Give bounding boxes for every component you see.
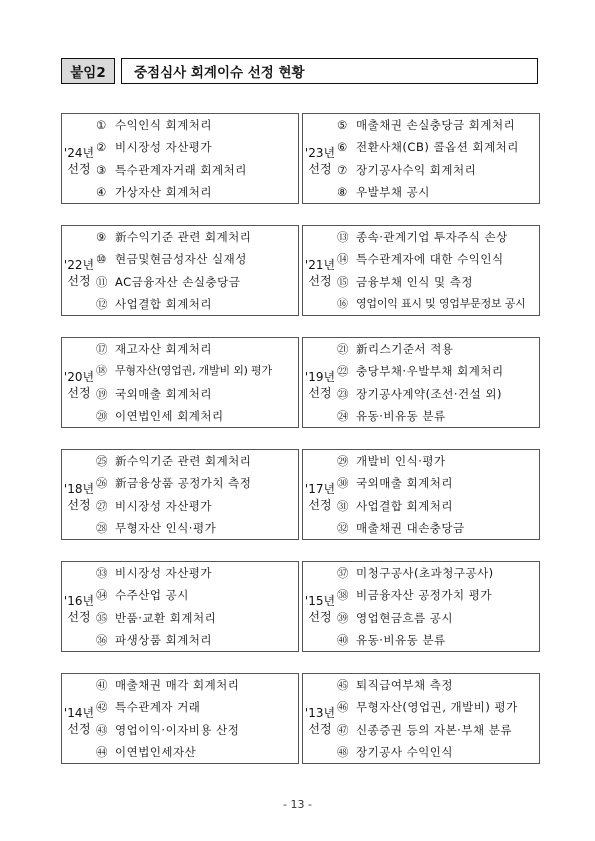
item-text: 우발부채 공시	[356, 185, 430, 199]
item-text: 매출채권 매각 회계처리	[115, 677, 240, 692]
list-item	[96, 360, 298, 383]
attachment-badge: 붙임2	[61, 58, 115, 84]
list-item	[96, 607, 298, 630]
year-label	[303, 141, 337, 177]
list-item	[337, 271, 539, 294]
year-text: '15년	[304, 593, 336, 608]
item-number: ⑬	[337, 229, 349, 244]
item-text: 비시장성 자산평가	[115, 565, 213, 580]
item-number: ㊻	[337, 700, 349, 714]
item-number: ㉔	[337, 409, 349, 423]
year-text: '23년	[304, 145, 336, 160]
item-number: ⑪	[96, 274, 108, 289]
item-text: 비시장성 자산평가	[115, 498, 213, 513]
list-item	[337, 405, 539, 428]
issue-list	[96, 450, 298, 540]
year-text: '21년	[304, 257, 336, 272]
item-number: ㊱	[96, 633, 108, 647]
issue-list	[337, 338, 539, 428]
item-number: ③	[96, 162, 107, 177]
item-number: ㉕	[96, 453, 108, 468]
year-text: '18년	[63, 481, 95, 496]
item-number: ㉛	[337, 498, 349, 513]
list-item	[96, 136, 298, 159]
list-item	[337, 114, 539, 137]
list-item	[96, 293, 298, 316]
list-item	[337, 226, 539, 249]
item-text: 영업현금흐름 공시	[356, 610, 454, 625]
item-number: ㉚	[337, 476, 349, 490]
issue-list	[337, 226, 539, 316]
item-number: ㊴	[337, 610, 349, 625]
list-item	[337, 450, 539, 473]
year-label	[303, 365, 337, 401]
year-label	[303, 589, 337, 625]
item-number: ㉗	[96, 498, 108, 513]
year-text: '14년	[63, 705, 95, 720]
item-text: 장기공사수익 회계처리	[356, 162, 477, 177]
item-number: ⑧	[337, 185, 348, 199]
list-item	[337, 495, 539, 518]
item-text: 개발비 인식·평가	[356, 453, 446, 468]
item-text: 新수익기준 관련 회계처리	[115, 453, 252, 468]
selection-text: 선정	[308, 161, 332, 176]
issue-list	[337, 450, 539, 540]
item-text: 무형자산(영업권, 개발비 외) 평가	[115, 364, 272, 377]
item-number: ⑯	[337, 297, 348, 310]
issue-row	[61, 337, 541, 428]
issue-list	[96, 562, 298, 652]
year-label	[62, 365, 96, 401]
item-text: 매출채권 손실충당금 회계처리	[356, 117, 516, 132]
list-item	[96, 114, 298, 137]
issue-list	[337, 562, 539, 652]
list-item	[337, 741, 539, 764]
year-label	[62, 141, 96, 177]
item-text: 신종증권 등의 자본·부채 분류	[356, 722, 512, 737]
selection-text: 선정	[67, 385, 91, 400]
year-text: '19년	[304, 369, 336, 384]
item-text: 매출채권 대손충당금	[356, 521, 465, 535]
item-text: 재고자산 회계처리	[115, 341, 213, 356]
item-number: ㊺	[337, 677, 349, 692]
issue-list	[337, 674, 539, 764]
item-text: 반품·교환 회계처리	[115, 610, 217, 625]
item-text: 금융부채 인식 및 측정	[356, 274, 473, 289]
item-text: 新리스기준서 적용	[356, 341, 454, 356]
item-number: ㉞	[96, 588, 108, 602]
list-item	[96, 450, 298, 473]
list-item	[96, 584, 298, 607]
item-text: 퇴직급여부채 측정	[356, 677, 454, 692]
list-item	[337, 562, 539, 585]
item-text: 파생상품 회계처리	[115, 633, 213, 647]
year-label	[62, 477, 96, 513]
year-text: '13년	[304, 705, 336, 720]
list-item	[96, 674, 298, 697]
item-number: ㉙	[337, 453, 349, 468]
item-text: 영업이익·이자비용 산정	[115, 722, 240, 737]
item-number: ⑨	[96, 229, 107, 244]
selection-text: 선정	[67, 161, 91, 176]
list-item	[96, 472, 298, 495]
item-text: 사업결합 회계처리	[115, 297, 213, 311]
list-item	[337, 719, 539, 742]
item-text: 특수관계자 거래	[115, 700, 201, 714]
item-number: ①	[96, 117, 107, 132]
list-item	[96, 181, 298, 204]
item-number: ㊳	[337, 588, 349, 602]
item-number: ⑲	[96, 386, 108, 401]
item-number: ⑥	[337, 140, 348, 154]
item-number: ㊹	[96, 745, 108, 759]
list-item	[337, 181, 539, 204]
item-text: 가상자산 회계처리	[115, 185, 213, 199]
list-item	[96, 248, 298, 271]
item-number: ②	[96, 140, 107, 154]
list-item	[337, 517, 539, 540]
item-text: 수주산업 공시	[115, 588, 189, 602]
issue-list	[96, 338, 298, 428]
year-text: '17년	[304, 481, 336, 496]
item-text: 특수관계자에 대한 수익인식	[356, 252, 504, 266]
list-item	[337, 159, 539, 182]
year-label	[303, 701, 337, 737]
item-text: 종속·관계기업 투자주식 손상	[356, 229, 508, 244]
list-item	[96, 271, 298, 294]
list-item	[337, 248, 539, 271]
item-text: 비시장성 자산평가	[115, 140, 213, 154]
item-number: ㉓	[337, 386, 349, 401]
issue-list	[337, 114, 539, 204]
item-text: 영업이익 표시 및 영업부문정보 공시	[356, 297, 526, 310]
item-number: ④	[96, 185, 107, 199]
list-item	[337, 607, 539, 630]
item-number: ㉖	[96, 476, 108, 490]
list-item	[337, 136, 539, 159]
item-number: ⑱	[96, 364, 107, 377]
page-number: - 13 -	[283, 798, 312, 811]
year-label	[62, 253, 96, 289]
item-number: ⑩	[96, 252, 107, 266]
item-number: ⑤	[337, 117, 348, 132]
year-box	[61, 225, 299, 316]
list-item	[96, 405, 298, 428]
item-number: ㊽	[337, 745, 349, 759]
list-item	[337, 360, 539, 383]
item-number: ⑮	[337, 274, 349, 289]
year-box	[61, 113, 299, 204]
issue-row	[61, 225, 541, 316]
item-number: ㊲	[337, 565, 349, 580]
list-item	[337, 383, 539, 406]
item-number: ⑰	[96, 341, 108, 356]
year-box	[302, 449, 540, 540]
year-box	[61, 449, 299, 540]
item-number: ㉜	[337, 521, 349, 535]
list-item	[337, 472, 539, 495]
list-item	[96, 495, 298, 518]
selection-text: 선정	[308, 385, 332, 400]
list-item	[96, 226, 298, 249]
list-item	[96, 383, 298, 406]
item-text: 국외매출 회계처리	[115, 386, 213, 401]
item-number: ⑭	[337, 252, 349, 266]
item-text: AC금융자산 손실충당금	[115, 274, 241, 289]
item-text: 수익인식 회계처리	[115, 117, 213, 132]
item-text: 장기공사 수익인식	[356, 745, 454, 759]
list-item	[96, 719, 298, 742]
item-number: ㉑	[337, 341, 349, 356]
list-item	[337, 629, 539, 652]
item-number: ㊶	[96, 677, 108, 692]
year-box	[61, 561, 299, 652]
year-text: '24년	[63, 145, 95, 160]
item-text: 이연법인세 회계처리	[115, 409, 224, 423]
item-number: ⑦	[337, 162, 348, 177]
item-text: 비금융자산 공정가치 평가	[356, 588, 493, 602]
item-text: 장기공사계약(조선·건설 외)	[356, 386, 502, 401]
item-text: 무형자산 인식·평가	[115, 521, 217, 535]
year-box	[61, 337, 299, 428]
item-text: 新금융상품 공정가치 측정	[115, 476, 252, 490]
list-item	[337, 338, 539, 361]
list-item	[96, 696, 298, 719]
list-item	[337, 674, 539, 697]
item-number: ㉘	[96, 521, 108, 535]
list-item	[96, 562, 298, 585]
list-item	[96, 159, 298, 182]
year-box	[302, 113, 540, 204]
item-number: ㊸	[96, 722, 108, 737]
item-text: 미청구공사(초과청구공사)	[356, 565, 494, 580]
year-box	[302, 337, 540, 428]
page-title: 중점심사 회계이슈 선정 현황	[121, 58, 538, 84]
issue-row	[61, 449, 541, 540]
selection-text: 선정	[67, 721, 91, 736]
item-text: 특수관계자거래 회계처리	[115, 162, 247, 177]
selection-text: 선정	[308, 721, 332, 736]
item-text: 전환사채(CB) 콜옵션 회계처리	[356, 140, 519, 154]
item-text: 新수익기준 관련 회계처리	[115, 229, 252, 244]
item-text: 유동·비유동 분류	[356, 633, 446, 647]
list-item	[337, 293, 539, 316]
issue-grid	[61, 113, 541, 785]
year-box	[302, 225, 540, 316]
item-number: ⑫	[96, 297, 108, 311]
year-text: '20년	[63, 369, 95, 384]
year-box	[302, 673, 540, 764]
year-text: '16년	[63, 593, 95, 608]
item-text: 현금및현금성자산 실재성	[115, 252, 247, 266]
item-number: ⑳	[96, 409, 108, 423]
year-label	[62, 589, 96, 625]
year-label	[62, 701, 96, 737]
item-text: 충당부채·우발부채 회계처리	[356, 364, 504, 378]
list-item	[96, 338, 298, 361]
issue-row	[61, 113, 541, 204]
list-item	[337, 696, 539, 719]
item-number: ㉟	[96, 610, 108, 625]
item-number: ㊵	[337, 633, 349, 647]
item-text: 이연법인세자산	[115, 745, 197, 759]
year-text: '22년	[63, 257, 95, 272]
list-item	[96, 517, 298, 540]
issue-list	[96, 114, 298, 204]
issue-row	[61, 673, 541, 764]
item-text: 국외매출 회계처리	[356, 476, 454, 490]
list-item	[96, 629, 298, 652]
selection-text: 선정	[308, 609, 332, 624]
selection-text: 선정	[67, 273, 91, 288]
year-label	[303, 253, 337, 289]
item-text: 유동·비유동 분류	[356, 409, 446, 423]
item-text: 사업결합 회계처리	[356, 498, 454, 513]
year-label	[303, 477, 337, 513]
item-number: ㊷	[96, 700, 108, 714]
header	[61, 58, 538, 84]
year-box	[61, 673, 299, 764]
list-item	[96, 741, 298, 764]
selection-text: 선정	[67, 497, 91, 512]
item-number: ㉝	[96, 565, 108, 580]
item-number: ㉒	[337, 364, 349, 378]
list-item	[337, 584, 539, 607]
issue-list	[96, 226, 298, 316]
year-box	[302, 561, 540, 652]
selection-text: 선정	[67, 609, 91, 624]
selection-text: 선정	[308, 497, 332, 512]
issue-list	[96, 674, 298, 764]
issue-row	[61, 561, 541, 652]
selection-text: 선정	[308, 273, 332, 288]
item-number: ㊼	[337, 722, 349, 737]
item-text: 무형자산(영업권, 개발비) 평가	[356, 700, 518, 714]
